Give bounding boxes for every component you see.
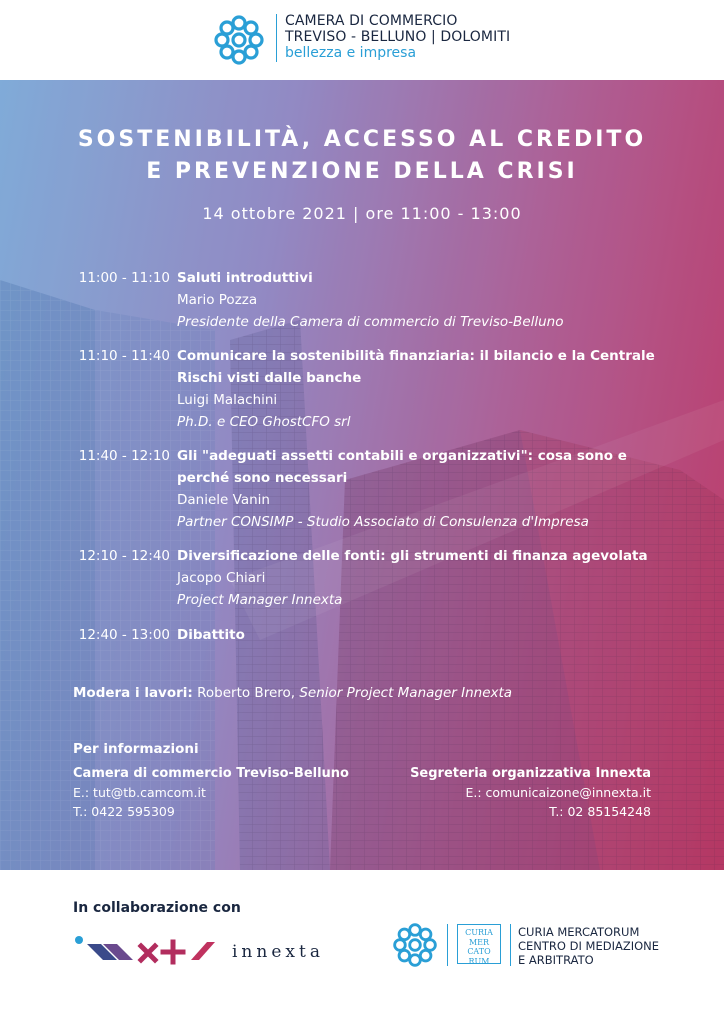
curia-emblem-text: RUM xyxy=(468,956,490,966)
agenda-speaker: Mario Pozza xyxy=(177,292,258,308)
agenda-topic: Dibattito xyxy=(177,627,245,643)
curia-emblem-text: CATO xyxy=(467,947,491,956)
footer xyxy=(0,870,724,1024)
agenda-speaker: Jacopo Chiari xyxy=(177,570,266,586)
chamber-name xyxy=(285,13,510,61)
agenda-time: 12:10 - 12:40 xyxy=(78,548,170,564)
hero-banner xyxy=(0,80,724,870)
chamber-logo-small-icon xyxy=(392,922,438,968)
moderator-name: Roberto Brero, xyxy=(197,685,296,701)
innexta-logo-icon xyxy=(73,930,223,970)
agenda-speaker-role: Presidente della Camera di commercio di Treviso-Belluno xyxy=(177,314,564,330)
agenda-time: 11:40 - 12:10 xyxy=(78,448,170,464)
chamber-name-line2: TREVISO - BELLUNO | DOLOMITI xyxy=(285,29,511,45)
chamber-logo-icon xyxy=(213,14,265,66)
agenda-speaker-role: Project Manager Innexta xyxy=(177,592,343,608)
header-divider xyxy=(276,14,277,62)
contact-innexta xyxy=(410,764,651,821)
footer-divider xyxy=(510,924,511,966)
event-date: 14 ottobre 2021 | ore 11:00 - 13:00 xyxy=(202,204,522,223)
agenda-speaker-role: Partner CONSIMP - Studio Associato di Consulenza d'Impresa xyxy=(177,514,589,530)
moderator-role: Senior Project Manager Innexta xyxy=(299,685,513,701)
curia-name-line3: E ARBITRATO xyxy=(518,953,594,967)
agenda-topic: Saluti introduttivi xyxy=(177,270,313,286)
contact-email: E.: comunicaizone@innexta.it xyxy=(465,785,651,800)
footer-divider xyxy=(447,924,448,966)
innexta-wordmark: innexta xyxy=(232,942,324,962)
chamber-name-line1: CAMERA DI COMMERCIO xyxy=(285,13,458,29)
curia-emblem-text: MER xyxy=(468,937,490,947)
info-title: Per informazioni xyxy=(73,741,199,757)
agenda-speaker: Luigi Malachini xyxy=(177,392,278,408)
agenda-time: 11:10 - 11:40 xyxy=(78,348,170,364)
contact-phone: T.: 02 85154248 xyxy=(549,804,651,819)
agenda-time: 11:00 - 11:10 xyxy=(78,270,170,286)
curia-mercatorum-name xyxy=(518,925,659,967)
curia-name-line1: CURIA MERCATORUM xyxy=(518,925,640,939)
contact-org: Segreteria organizzativa Innexta xyxy=(410,766,651,781)
agenda-speaker-role: Ph.D. e CEO GhostCFO srl xyxy=(177,414,351,430)
curia-mercatorum-emblem xyxy=(457,924,501,964)
moderator xyxy=(73,685,512,701)
agenda-speaker: Daniele Vanin xyxy=(177,492,270,508)
event-title-line1: SOSTENIBILITÀ, ACCESSO AL CREDITO xyxy=(77,127,647,152)
contact-email: E.: tut@tb.camcom.it xyxy=(73,785,206,800)
curia-emblem-text: CURIA xyxy=(465,928,493,937)
contact-org: Camera di commercio Treviso-Belluno xyxy=(73,766,349,781)
contact-chamber xyxy=(73,764,349,821)
chamber-tagline: bellezza e impresa xyxy=(285,45,417,61)
curia-name-line2: CENTRO DI MEDIAZIONE xyxy=(518,939,660,953)
header xyxy=(0,0,724,80)
agenda-topic: Comunicare la sostenibilità finanziaria: il bilancio e la Centrale Rischi visti dalle banche xyxy=(177,348,655,386)
event-title-line2: E PREVENZIONE DELLA CRISI xyxy=(146,159,578,184)
event-title xyxy=(0,124,724,188)
agenda-topic: Diversificazione delle fonti: gli strumenti di finanza agevolata xyxy=(177,548,648,564)
contact-phone: T.: 0422 595309 xyxy=(73,804,175,819)
agenda-time: 12:40 - 13:00 xyxy=(78,627,170,643)
agenda-topic: Gli "adeguati assetti contabili e organizzativi": cosa sono e perché sono necessari xyxy=(177,448,627,486)
moderator-label: Modera i lavori: xyxy=(73,685,193,701)
collaboration-label: In collaborazione con xyxy=(73,900,241,916)
